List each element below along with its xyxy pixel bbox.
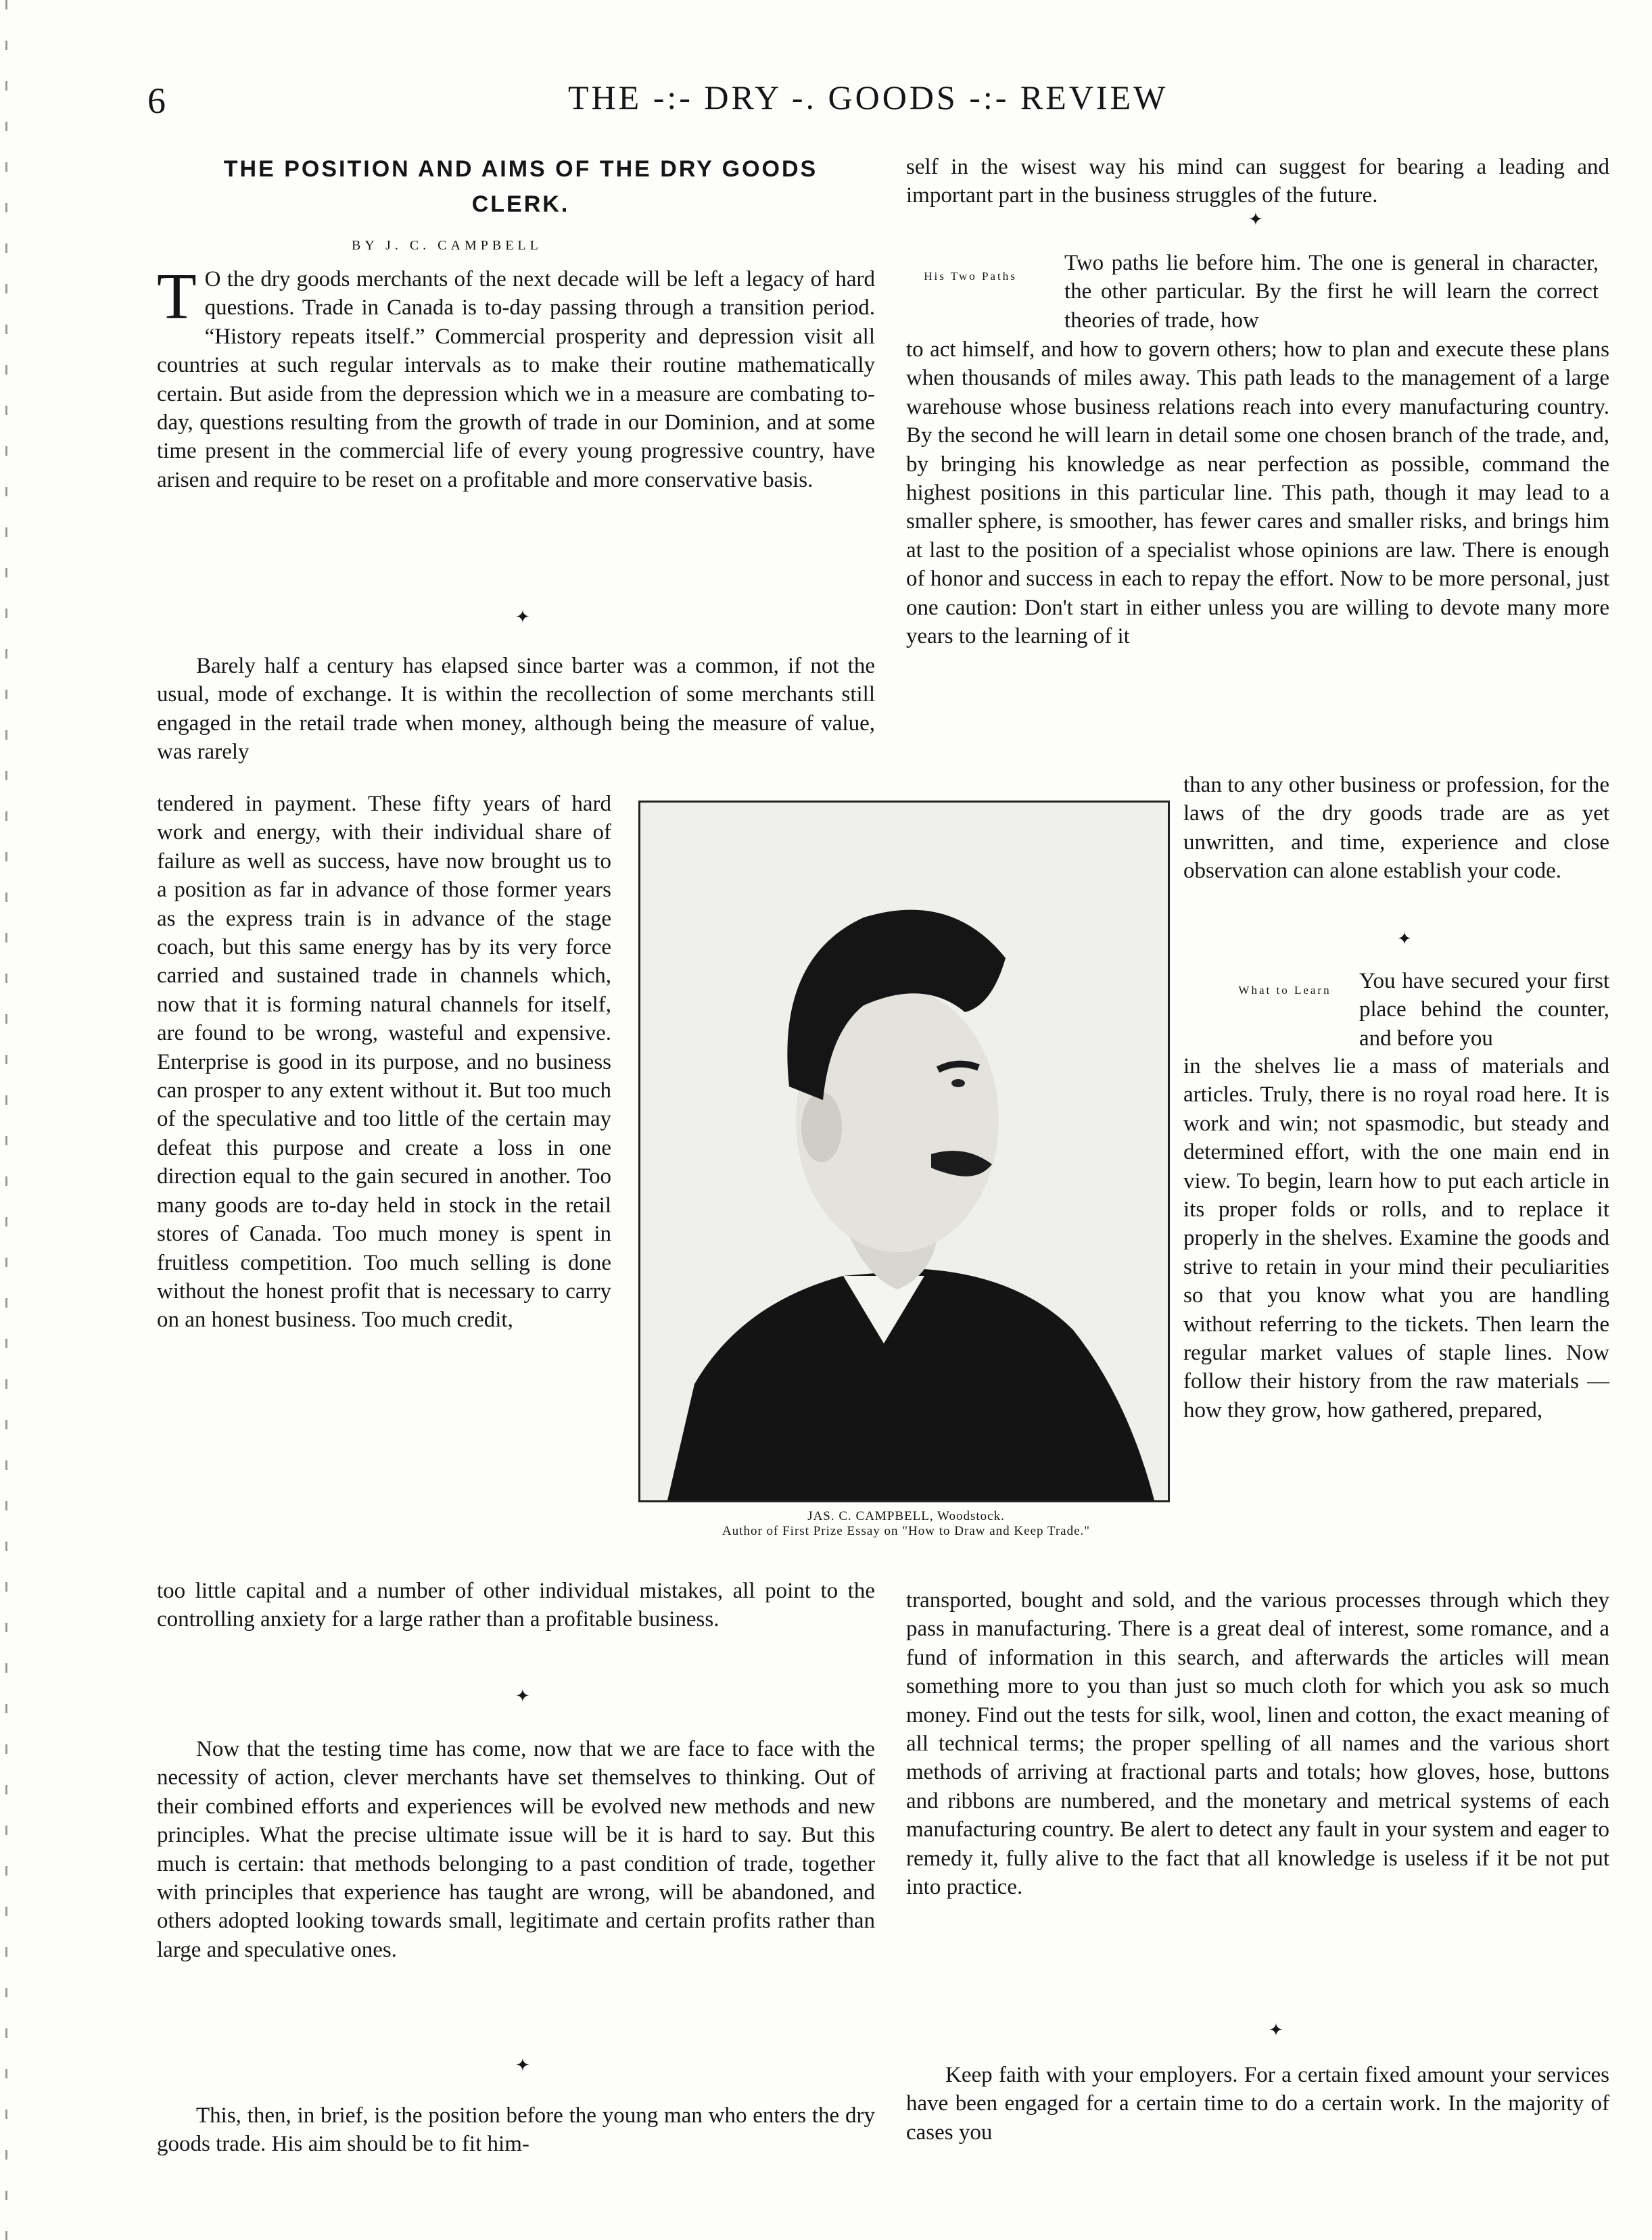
sidenote-two-paths: His Two Paths <box>924 270 1017 283</box>
portrait-photo <box>638 801 1170 1502</box>
caption-name: JAS. C. CAMPBELL, Woodstock. <box>807 1509 1005 1523</box>
article-byline: BY J. C. CAMPBELL <box>352 238 542 253</box>
caption-description: Author of First Prize Essay on "How to Draw and Keep Trade." <box>722 1524 1091 1538</box>
paragraph-barter-continued: tendered in payment. These fifty years of hard work and energy, with their individual share of failure as well as success, have now brought us to a position as far in advance of those former years as the express train is in advance of the stage coach, but this same energy has by its very force carried and sustained trade in channels which, now that it is forming natural channels for itself, are found to be wrong, wasteful and expensive. Enterprise is good in its purpose, and no business can prosper to any extent without it. But too much of the speculative and too little of the certain may defeat this purpose and create a loss in one direction equal to the gain secured in another. Too many goods are to-day held in stock in the retail stores of Canada. Too much money is spent in fruitless competition. Too much selling is done without the honest profit that is necessary to carry on an honest business. Too much credit, <box>157 792 611 1333</box>
paragraph-keep-faith: Keep faith with your employers. For a certain fixed amount your services have been engaged for a certain time to do a certain work. In the majority of cases you <box>906 2063 1609 2145</box>
running-head: THE -:- DRY -. GOODS -:- REVIEW <box>568 78 1169 116</box>
page-edge <box>5 0 7 2240</box>
paragraph-testing-time: Now that the testing time has come, now that we are face to face with the necessity of action, clever merchants have set themselves to thinking. Out of their combined efforts and experiences will be evolved new methods and new principles. What the precise ultimate issue will be it is hard to say. But this much is certain: that methods belonging to a past condition of trade, together with principles that experience has taught are wrong, will be abandoned, and others adopted looking towards small, legitimate and certain profits rather than large and speculative ones. <box>157 1737 875 1962</box>
paragraph-barter-end: too little capital and a number of other individual mistakes, all point to the controlling anxiety for a large rather than a profitable business. <box>157 1579 875 1632</box>
page-number: 6 <box>147 80 166 121</box>
paragraph-position: This, then, in brief, is the position before the young man who enters the dry goods trade. His aim should be to fit him- <box>157 2103 875 2157</box>
sidenote-what-to-learn: What to Learn <box>1238 984 1331 997</box>
paragraph-what-to-learn-continued: in the shelves lie a mass of materials and articles. Truly, there is no royal road here. It is work and win; not spasmodic, but steady and determined effort, with the one main end in view. To begin, learn how to put each article in its proper folds or rolls, and to replace it properly in the shelves. Examine the goods and strive to retain in your mind their peculiarities so that you know what you are handling without referring to the tickets. Then learn the regular market values of staple lines. Now follow their history from the raw materials — how they grow, how gathered, prepared, <box>1183 1054 1609 1423</box>
section-separator: ✦ <box>1397 929 1412 949</box>
portrait-caption <box>676 1509 1136 1539</box>
section-separator: ✦ <box>515 2055 530 2075</box>
drop-cap: T <box>157 260 197 332</box>
paragraph-two-paths-end: than to any other business or profession, for the laws of the dry goods trade are as yet unwritten, and time, experience and close observation can alone establish your code. <box>1183 773 1609 884</box>
section-separator: ✦ <box>515 607 530 627</box>
paragraph-barter: Barely half a century has elapsed since barter was a common, if not the usual, mode of exchange. It is within the recollection of some merchants still engaged in the retail trade when money, although being the measure of value, was rarely <box>157 654 875 765</box>
paragraph-two-paths-continued: to act himself, and how to govern others; how to plan and execute these plans when thousands of miles away. This path leads to the management of a large warehouse whose business relations reach into every manufacturing country. By the second he will learn in detail some one chosen branch of the trade, and, by bringing his knowledge as near perfection as possible, command the highest positions in this particular line. This path, though it may lead to a smaller sphere, is smoother, has fewer cares and smaller risks, and brings him at last to the position of a specialist whose opinions are law. There is enough of honor and success in each to repay the effort. Now to be more personal, just one caution: Don't start in either unless you are willing to devote many more years to the learning of it <box>906 337 1609 649</box>
portrait-illustration <box>640 803 1168 1500</box>
paragraph-two-paths: Two paths lie before him. The one is general in character, the other particular. By the first he will learn the correct theories of trade, how <box>1064 251 1599 333</box>
paragraph-what-to-learn: You have secured your first place behind the counter, and before you <box>1359 969 1609 1051</box>
paragraph-intro: T O the dry goods merchants of the next decade will be left a legacy of hard questions. Trade in Canada is to-day passing through a transition period. “History repeats itself.” Commercial prosperity and depression visit all countries at such regular intervals as to make their routine mathematically certain. But aside from the depression which we in a measure are combating to-day, questions resulting from the growth of trade in our Dominion, and at some time present in the commercial life of every young progressive country, have arisen and require to be reset on a profitable and more conservative basis. <box>157 260 875 492</box>
paragraph-aim-continued: self in the wisest way his mind can suggest for bearing a leading and important part in the business struggles of the future. <box>906 155 1609 208</box>
section-separator: ✦ <box>515 1686 530 1706</box>
article-title: THE POSITION AND AIMS OF THE DRY GOODS CLERK. <box>223 156 818 217</box>
paragraph-what-to-learn-end: transported, bought and sold, and the various processes through which they pass in manufacturing. There is a great deal of interest, some romance, and a fund of information in this search, and afterwards the articles will mean something more to you than just so much cloth for which you ask so much money. Find out the tests for silk, wool, linen and cotton, the exact meaning of all technical terms; the proper spelling of all names and the various short methods of arriving at fractional parts and totals; how gloves, hose, buttons and ribbons are numbered, and the monetary and metrical systems of each manufacturing country. Be alert to detect any fault in your system and eager to remedy it, fully alive to the fact that all knowledge is useless if it be not put into practice. <box>906 1588 1609 1900</box>
section-separator: ✦ <box>1269 2020 1283 2040</box>
section-separator: ✦ <box>1248 210 1263 229</box>
